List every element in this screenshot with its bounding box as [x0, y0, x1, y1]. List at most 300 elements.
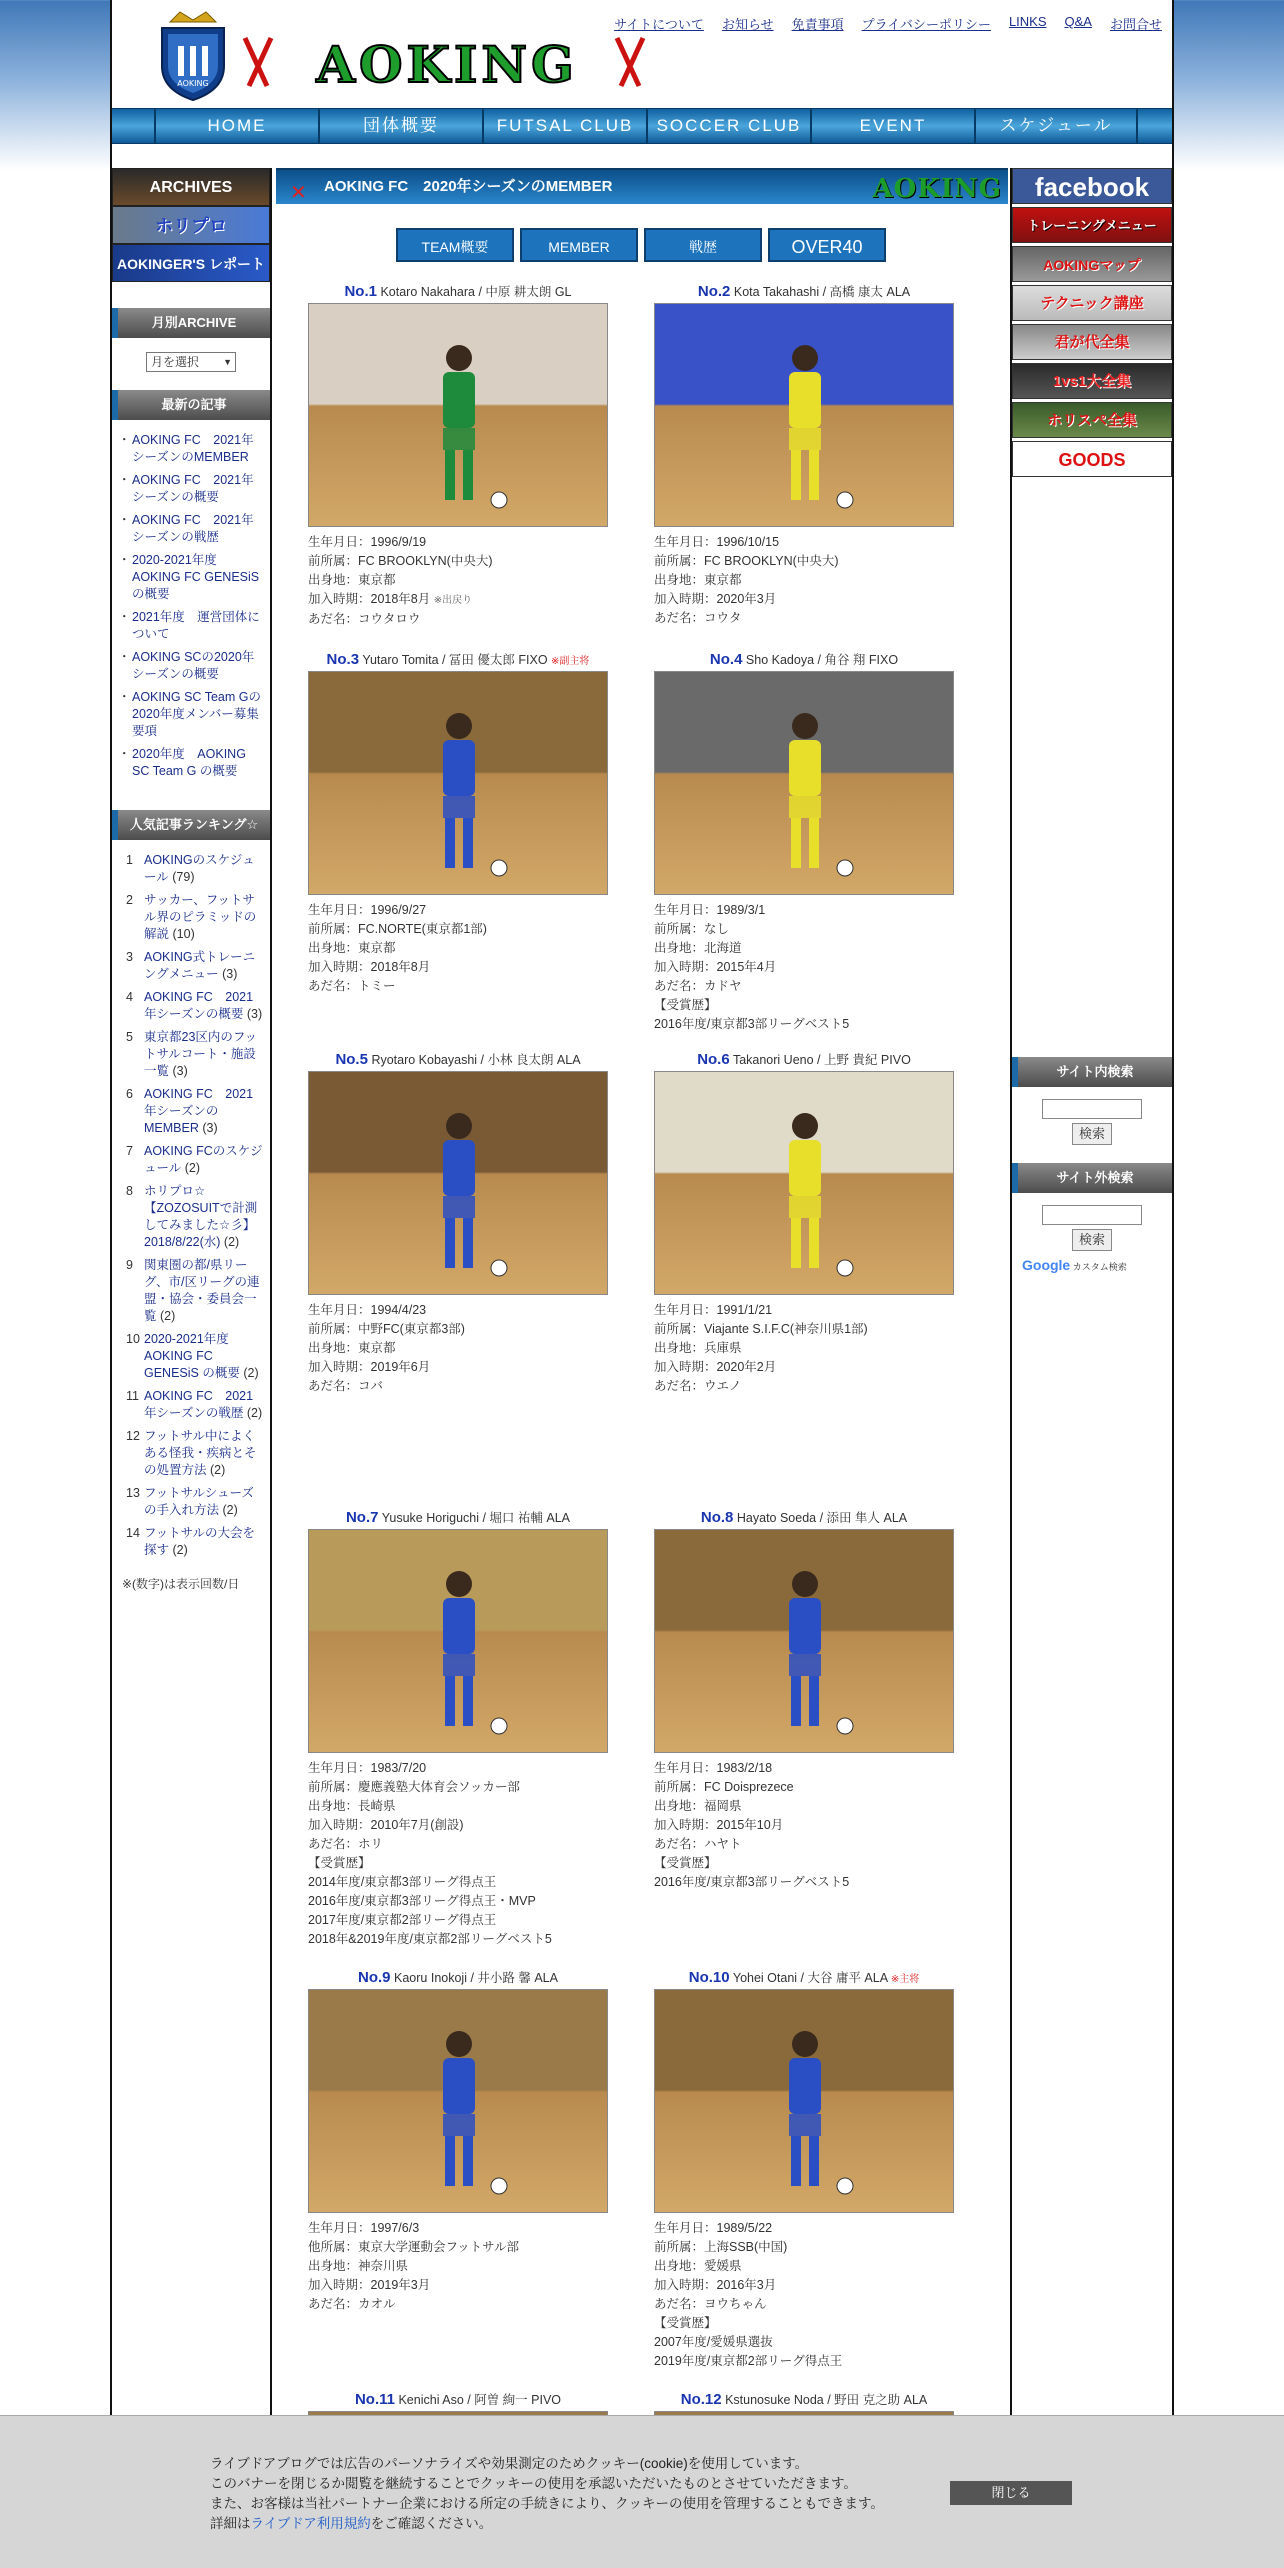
player-profile: [654, 2219, 954, 2371]
club-crest-logo[interactable]: [156, 8, 230, 102]
svg-text:AOKING: AOKING: [316, 35, 578, 94]
profile-text: 前所属：慶應義塾大体育会ソッカー部: [308, 1780, 520, 1794]
rank-number: 12: [126, 1429, 140, 1443]
player-card: [654, 650, 954, 1034]
link-about[interactable]: サイトについて: [614, 17, 704, 32]
list-item: [122, 689, 264, 740]
profile-line: [654, 2333, 954, 2352]
ranking-link[interactable]: フットサル中によくある怪我・疾病とその処置方法: [144, 1429, 257, 1477]
player-profile: [308, 901, 608, 996]
profile-line: [654, 977, 954, 996]
ranking-list: [112, 840, 270, 1571]
profile-line: [654, 2314, 954, 2333]
rank-count: (3): [172, 1064, 188, 1078]
profile-line: [654, 571, 954, 590]
profile-line: [308, 1759, 608, 1778]
player-name: Kenichi Aso / 阿曽 絢一 PIVO: [398, 2393, 562, 2407]
player-card: [308, 1508, 608, 1949]
profile-line: [308, 1320, 608, 1339]
utility-links: [614, 14, 1162, 33]
nav-organization[interactable]: 団体概要: [318, 109, 482, 143]
player-name: Sho Kadoya / 角谷 翔 FIXO: [745, 653, 899, 667]
profile-line: [654, 1358, 954, 1377]
profile-text: 前所属：FC BROOKLYN(中央大): [308, 554, 493, 568]
profile-line: [308, 1377, 608, 1396]
cookie-line: このバナーを閉じるか閲覧を継続することでクッキーの使用を承認いただいたものとさせていただきます。: [210, 2476, 857, 2491]
profile-text: 加入時期：2018年8月: [308, 592, 431, 606]
ranking-item: [120, 1331, 264, 1382]
ranking-link[interactable]: AOKINGのスケジュール: [144, 853, 255, 884]
profile-line: [308, 901, 608, 920]
rank-number: 9: [126, 1258, 133, 1272]
player-number: No.9: [358, 1969, 391, 1986]
crossed-swords-icon: [617, 38, 643, 86]
nav-event[interactable]: EVENT: [810, 109, 974, 143]
ranking-link[interactable]: AOKING FCのスケジュール: [144, 1144, 263, 1175]
profile-text: 加入時期：2018年8月: [308, 960, 431, 974]
player-figure: [655, 1990, 954, 2213]
goods-banner[interactable]: GOODS: [1012, 441, 1172, 477]
ranking-link[interactable]: AOKING FC 2021年シーズンのMEMBER: [144, 1087, 254, 1135]
rank-count: (2): [184, 1161, 201, 1175]
profile-text: 加入時期：2019年3月: [308, 2278, 431, 2292]
profile-text: 前所属：上海SSB(中国): [654, 2240, 788, 2254]
profile-text: 2014年度/東京都3部リーグ得点王: [308, 1875, 497, 1889]
cookie-detail-pre: 詳細は: [210, 2516, 251, 2531]
profile-text: 出身地：兵庫県: [654, 1341, 742, 1355]
list-item: [122, 746, 264, 780]
profile-line: [654, 1320, 954, 1339]
profile-text: 出身地：東京都: [308, 1341, 396, 1355]
rank-count: (2): [223, 1235, 240, 1249]
profile-text: 2018年&2019年度/東京都2部リーグベスト5: [308, 1932, 552, 1946]
recent-post-link[interactable]: AOKING SCの2020年シーズンの概要: [132, 650, 255, 681]
player-photo[interactable]: [308, 671, 608, 895]
rank-entry: [144, 949, 264, 983]
profile-line: [654, 2276, 954, 2295]
profile-text: あだ名：コウタ: [654, 611, 742, 625]
rank-number: 11: [126, 1389, 139, 1403]
profile-line: [308, 2295, 608, 2314]
player-card: [654, 1050, 954, 1396]
nav-schedule[interactable]: スケジュール: [974, 109, 1138, 143]
profile-line: [308, 1778, 608, 1797]
ranking-link[interactable]: AOKING FC 2021年シーズンの概要: [144, 990, 254, 1021]
player-name: Kotaro Nakahara / 中原 耕太朗 GL: [380, 285, 572, 299]
horipro-banner[interactable]: ホリプロ: [112, 206, 270, 244]
rank-number: 6: [126, 1087, 133, 1101]
player-figure: [655, 1072, 954, 1295]
rank-count: (2): [172, 1543, 188, 1557]
kimigayo-banner[interactable]: 君が代全集: [1012, 324, 1172, 360]
profile-line: [654, 939, 954, 958]
player-name: Hayato Soeda / 添田 隼人 ALA: [736, 1511, 908, 1525]
ranking-item: [120, 1086, 264, 1137]
player-photo[interactable]: [654, 303, 954, 527]
ranking-link[interactable]: 東京都23区内のフットサルコート・施設一覧: [144, 1030, 258, 1078]
profile-line: [308, 571, 608, 590]
rank-entry: [144, 1525, 264, 1559]
recent-post-link[interactable]: 2020年度 AOKING SC Team G の概要: [132, 747, 246, 778]
profile-line: [654, 1377, 954, 1396]
profile-text: 生年月日：1991/1/21: [654, 1303, 773, 1317]
profile-line: [308, 2238, 608, 2257]
recent-post-link[interactable]: 2020-2021年度 AOKING FC GENESiS の概要: [132, 553, 260, 601]
rank-count: (2): [222, 1503, 238, 1517]
google-custom-search-label: [1012, 1251, 1172, 1273]
player-profile: [308, 2219, 608, 2314]
player-profile: [654, 1301, 954, 1396]
rank-number: 5: [126, 1030, 133, 1044]
player-card: [308, 650, 608, 996]
ranking-link[interactable]: AOKING式トレーニングメニュー: [144, 950, 256, 981]
aoking-map-banner[interactable]: AOKINGマップ: [1012, 246, 1172, 282]
rank-entry: [144, 1029, 264, 1080]
profile-line: [308, 977, 608, 996]
profile-text: 出身地：東京都: [654, 573, 742, 587]
ranking-link[interactable]: AOKING FC 2021年シーズンの戦歴: [144, 1389, 254, 1420]
nav-soccer-club[interactable]: SOCCER CLUB: [646, 109, 810, 143]
player-figure: [655, 672, 954, 895]
profile-text: あだ名：カドヤ: [654, 979, 742, 993]
tab-over40[interactable]: OVER40: [768, 228, 886, 262]
profile-line: [654, 958, 954, 977]
list-item: [122, 649, 264, 683]
player-number: No.3: [326, 651, 360, 668]
horispe-banner[interactable]: ホリスペ全集: [1012, 402, 1172, 438]
profile-text: あだ名：トミー: [308, 979, 396, 993]
link-qa[interactable]: Q&A: [1064, 14, 1092, 29]
profile-line: [654, 2238, 954, 2257]
player-figure: [309, 1530, 608, 1753]
profile-text: 生年月日：1994/4/23: [308, 1303, 427, 1317]
page-title: AOKING FC 2020年シーズンのMEMBER: [324, 178, 613, 195]
profile-text: 生年月日：1996/9/19: [308, 535, 427, 549]
profile-text: 生年月日：1989/5/22: [654, 2221, 773, 2235]
profile-text: 生年月日：1996/10/15: [654, 535, 780, 549]
profile-text: 出身地：福岡県: [654, 1799, 742, 1813]
archives-banner[interactable]: ARCHIVES: [112, 168, 270, 206]
aoking-wordmark[interactable]: [237, 30, 657, 94]
player-name: Kaoru Inokoji / 井小路 馨 ALA: [394, 1971, 558, 1985]
rank-entry: [144, 1257, 264, 1325]
player-figure: [309, 304, 608, 527]
technique-banner[interactable]: テクニック講座: [1012, 285, 1172, 321]
1vs1-banner[interactable]: 1vs1大全集: [1012, 363, 1172, 399]
rank-number: 1: [126, 853, 133, 867]
ranking-item: [120, 1143, 264, 1177]
player-name-line: [308, 1050, 608, 1069]
profile-text: 【受賞歴】: [654, 1856, 717, 1870]
ranking-item: [120, 1485, 264, 1519]
player-number: No.11: [354, 2391, 395, 2408]
profile-line: [308, 2276, 608, 2295]
rank-entry: [144, 892, 264, 943]
profile-text: 出身地：東京都: [308, 941, 396, 955]
profile-line: [308, 1835, 608, 1854]
profile-text: 【受賞歴】: [654, 998, 717, 1012]
profile-text: あだ名：ヨウちゃん: [654, 2297, 767, 2311]
ranking-link[interactable]: フットサルの大会を探す: [144, 1526, 256, 1557]
profile-line: [654, 2352, 954, 2371]
player-name-line: [308, 1508, 608, 1527]
rank-entry: [144, 1428, 264, 1479]
player-number: No.7: [345, 1509, 379, 1526]
profile-text: 生年月日：1983/2/18: [654, 1761, 773, 1775]
profile-line: [654, 533, 954, 552]
profile-line: [308, 552, 608, 571]
ranking-link[interactable]: 関東圏の都/県リーグ、市/区リーグの連盟・協会・委員会一覧: [144, 1258, 260, 1323]
player-name-line: [654, 650, 954, 669]
profile-line: [654, 2219, 954, 2238]
profile-text: 2017年度/東京都2部リーグ得点王: [308, 1913, 497, 1927]
player-card: [654, 1508, 954, 1892]
profile-line: [654, 2295, 954, 2314]
player-name-line: [308, 1968, 608, 1987]
player-figure: [309, 1072, 608, 1295]
svg-text:AOKING: AOKING: [177, 79, 209, 88]
profile-line: [308, 610, 608, 629]
rank-number: 2: [126, 893, 133, 907]
page-wrapper: [110, 0, 1174, 2568]
ranking-note: ※(数字)は表示回数/日: [122, 1577, 240, 1591]
player-profile: [308, 533, 608, 629]
profile-text: 生年月日：1996/9/27: [308, 903, 427, 917]
training-menu-banner[interactable]: トレーニングメニュー: [1012, 207, 1172, 243]
link-links[interactable]: LINKS: [1008, 14, 1047, 29]
profile-text: 2016年度/東京都3部リーグベスト5: [654, 1875, 850, 1889]
rank-count: (10): [172, 927, 195, 941]
profile-text: 加入時期：2015年10月: [654, 1818, 784, 1832]
player-number: No.10: [688, 1969, 730, 1986]
web-search-button[interactable]: 検索: [1072, 1229, 1112, 1251]
player-name: Yusuke Horiguchi / 堀口 祐輔 ALA: [381, 1511, 571, 1525]
profile-line: [654, 920, 954, 939]
player-number: No.2: [697, 283, 731, 300]
profile-line: [654, 901, 954, 920]
rank-entry: [144, 989, 264, 1023]
player-figure: [309, 1990, 608, 2213]
rank-entry: [144, 1183, 264, 1251]
ranking-item: [120, 1525, 264, 1559]
player-name-line: [654, 1968, 954, 1987]
rank-number: 10: [126, 1332, 140, 1346]
title-logo: AOKING: [872, 174, 1002, 204]
player-name: Kstunosuke Noda / 野田 克之助 ALA: [725, 2393, 928, 2407]
player-photo[interactable]: [308, 1529, 608, 1753]
player-card: [308, 282, 608, 629]
ranking-item: [120, 1428, 264, 1479]
ranking-item: [120, 852, 264, 886]
recent-post-link[interactable]: AOKING FC 2021年シーズンの戦歴: [132, 513, 254, 544]
profile-text: あだ名：コバ: [308, 1379, 384, 1393]
profile-line: [654, 1015, 954, 1034]
list-item: [122, 512, 264, 546]
profile-line: [654, 996, 954, 1015]
profile-text: 前所属：Viajante S.I.F.C(神奈川県1部): [654, 1322, 868, 1336]
ranking-item: [120, 892, 264, 943]
left-sidebar: [112, 168, 272, 2568]
profile-text: 出身地：神奈川県: [308, 2259, 409, 2273]
rank-number: 13: [126, 1486, 140, 1500]
ranking-link[interactable]: サッカー、フットサル界のピラミッドの解説: [144, 893, 257, 941]
profile-line: [308, 1358, 608, 1377]
cookie-detail: [210, 2514, 884, 2534]
captain-badge: ※主将: [890, 1974, 920, 1985]
rank-number: 8: [126, 1184, 133, 1198]
ranking-item: [120, 989, 264, 1023]
rank-count: (3): [222, 967, 238, 981]
recent-post-link[interactable]: AOKING FC 2021年シーズンの概要: [132, 473, 254, 504]
profile-line: [308, 958, 608, 977]
player-photo[interactable]: [654, 1071, 954, 1295]
rank-entry: [144, 1143, 264, 1177]
site-search-button[interactable]: 検索: [1072, 1123, 1112, 1145]
rank-number: 7: [126, 1144, 133, 1158]
profile-text: 他所属：東京大学運動会フットサル部: [308, 2240, 520, 2254]
profile-text: 加入時期：2020年3月: [654, 592, 777, 606]
profile-line: [654, 609, 954, 628]
profile-text: 加入時期：2019年6月: [308, 1360, 431, 1374]
player-name: Kota Takahashi / 高橋 康太 ALA: [733, 285, 911, 299]
player-figure: [655, 1530, 954, 1753]
profile-line: [308, 920, 608, 939]
profile-line: [654, 1873, 954, 1892]
player-photo[interactable]: [308, 1071, 608, 1295]
ranking-link[interactable]: フットサルシューズの手入れ方法: [144, 1486, 254, 1517]
profile-text: あだ名：コウタロウ: [308, 612, 421, 626]
profile-line: [654, 1759, 954, 1778]
profile-line: [308, 590, 608, 610]
tab-member[interactable]: MEMBER: [520, 228, 638, 262]
rank-count: (2): [246, 1406, 263, 1420]
player-profile: [654, 901, 954, 1034]
list-item: [122, 609, 264, 643]
profile-line: [308, 1930, 608, 1949]
rank-number: 14: [126, 1526, 140, 1540]
crossed-swords-icon: ✕: [290, 182, 307, 204]
player-name-line: [654, 1508, 954, 1527]
profile-line: [308, 1816, 608, 1835]
player-number: No.8: [700, 1509, 734, 1526]
player-name-line: [308, 650, 608, 669]
profile-text: 加入時期：2016年3月: [654, 2278, 777, 2292]
profile-line: [308, 1873, 608, 1892]
player-photo[interactable]: [308, 303, 608, 527]
profile-text: 【受賞歴】: [654, 2316, 717, 2330]
tab-history[interactable]: 戦歴: [644, 228, 762, 262]
profile-text: 前所属：FC.NORTE(東京都1部): [308, 922, 487, 936]
profile-line: [308, 939, 608, 958]
terms-link[interactable]: ライブドア利用規約: [250, 2516, 371, 2531]
profile-text: 2019年度/東京都2部リーグ得点王: [654, 2354, 843, 2368]
recent-posts-list: [112, 420, 270, 792]
profile-text: 加入時期：2020年2月: [654, 1360, 777, 1374]
rank-entry: [144, 1485, 264, 1519]
profile-text: あだ名：ハヤト: [654, 1837, 742, 1851]
player-photo[interactable]: [308, 1989, 608, 2213]
player-number: No.5: [335, 1051, 368, 1068]
site-search-input[interactable]: [1042, 1099, 1142, 1119]
profile-line: [308, 1892, 608, 1911]
rank-entry: [144, 1388, 264, 1422]
profile-text: 前所属：FC Doisprezece: [654, 1780, 794, 1794]
player-name-line: [308, 2390, 608, 2409]
recent-post-link[interactable]: AOKING FC 2021年シーズンのMEMBER: [132, 433, 254, 464]
month-select[interactable]: [146, 352, 236, 372]
web-search-input[interactable]: [1042, 1205, 1142, 1225]
rank-count: (2): [243, 1366, 259, 1380]
nav-home[interactable]: HOME: [154, 109, 318, 143]
facebook-banner[interactable]: facebook: [1012, 168, 1172, 204]
link-privacy[interactable]: プライバシーポリシー: [861, 17, 991, 32]
profile-text: 2007年度/愛媛県選抜: [654, 2335, 773, 2349]
profile-line: [654, 1835, 954, 1854]
profile-note: ※出戻り: [433, 595, 473, 606]
google-logo: Google: [1022, 1257, 1071, 1273]
team-tabs: [396, 228, 886, 262]
cookie-close-button[interactable]: 閉じる: [950, 2481, 1072, 2505]
player-photo[interactable]: [654, 1529, 954, 1753]
profile-line: [308, 533, 608, 552]
profile-text: 2016年度/東京都3部リーグベスト5: [654, 1017, 850, 1031]
rank-count: (3): [246, 1007, 263, 1021]
global-nav: [112, 108, 1172, 144]
profile-text: あだ名：カオル: [308, 2297, 396, 2311]
player-name: Yutaro Tomita / 冨田 優太郎 FIXO: [362, 653, 548, 667]
recent-posts-heading: 最新の記事: [112, 390, 270, 420]
profile-text: 生年月日：1983/7/20: [308, 1761, 427, 1775]
nav-futsal-club[interactable]: FUTSAL CLUB: [482, 109, 646, 143]
player-profile: [308, 1759, 608, 1949]
profile-text: 出身地：長崎県: [308, 1799, 396, 1813]
player-photo[interactable]: [654, 671, 954, 895]
rank-entry: [144, 1086, 264, 1137]
profile-line: [654, 590, 954, 609]
recent-post-link[interactable]: AOKING SC Team Gの2020年度メンバー募集要項: [132, 690, 261, 738]
player-profile: [308, 1301, 608, 1396]
profile-text: あだ名：ウエノ: [654, 1379, 742, 1393]
ranking-link[interactable]: ホリプロ☆【ZOZOSUITで計測してみました☆彡】2018/8/22(水): [144, 1184, 258, 1249]
player-photo[interactable]: [654, 1989, 954, 2213]
profile-line: [654, 1797, 954, 1816]
player-card: [308, 1050, 608, 1396]
ranking-link[interactable]: 2020-2021年度 AOKING FC GENESiS の概要: [144, 1332, 242, 1380]
aokinger-report-banner[interactable]: AOKINGER'S レポート: [112, 244, 270, 282]
player-number: No.6: [697, 1051, 730, 1068]
player-name: Yohei Otani / 大谷 庸平 ALA: [732, 1971, 888, 1985]
captain-badge: ※副主将: [551, 656, 590, 667]
player-number: No.12: [680, 2391, 722, 2408]
link-news[interactable]: お知らせ: [721, 17, 774, 32]
cookie-text: [210, 2454, 884, 2534]
tab-team-overview[interactable]: TEAM概要: [396, 228, 514, 262]
profile-text: あだ名：ホリ: [308, 1837, 384, 1851]
recent-post-link[interactable]: 2021年度 運営団体について: [132, 610, 260, 641]
profile-line: [308, 1301, 608, 1320]
link-disclaimer[interactable]: 免責事項: [791, 17, 844, 32]
profile-text: 加入時期：2015年4月: [654, 960, 777, 974]
profile-line: [654, 1301, 954, 1320]
list-item: [122, 552, 264, 603]
profile-line: [654, 1778, 954, 1797]
profile-line: [308, 1854, 608, 1873]
cookie-banner: [0, 2415, 1284, 2568]
player-name: Ryotaro Kobayashi / 小林 良太朗 ALA: [371, 1053, 581, 1067]
link-contact[interactable]: お問合せ: [1109, 17, 1162, 32]
profile-line: [654, 1854, 954, 1873]
ranking-heading: 人気記事ランキング☆: [112, 810, 270, 840]
